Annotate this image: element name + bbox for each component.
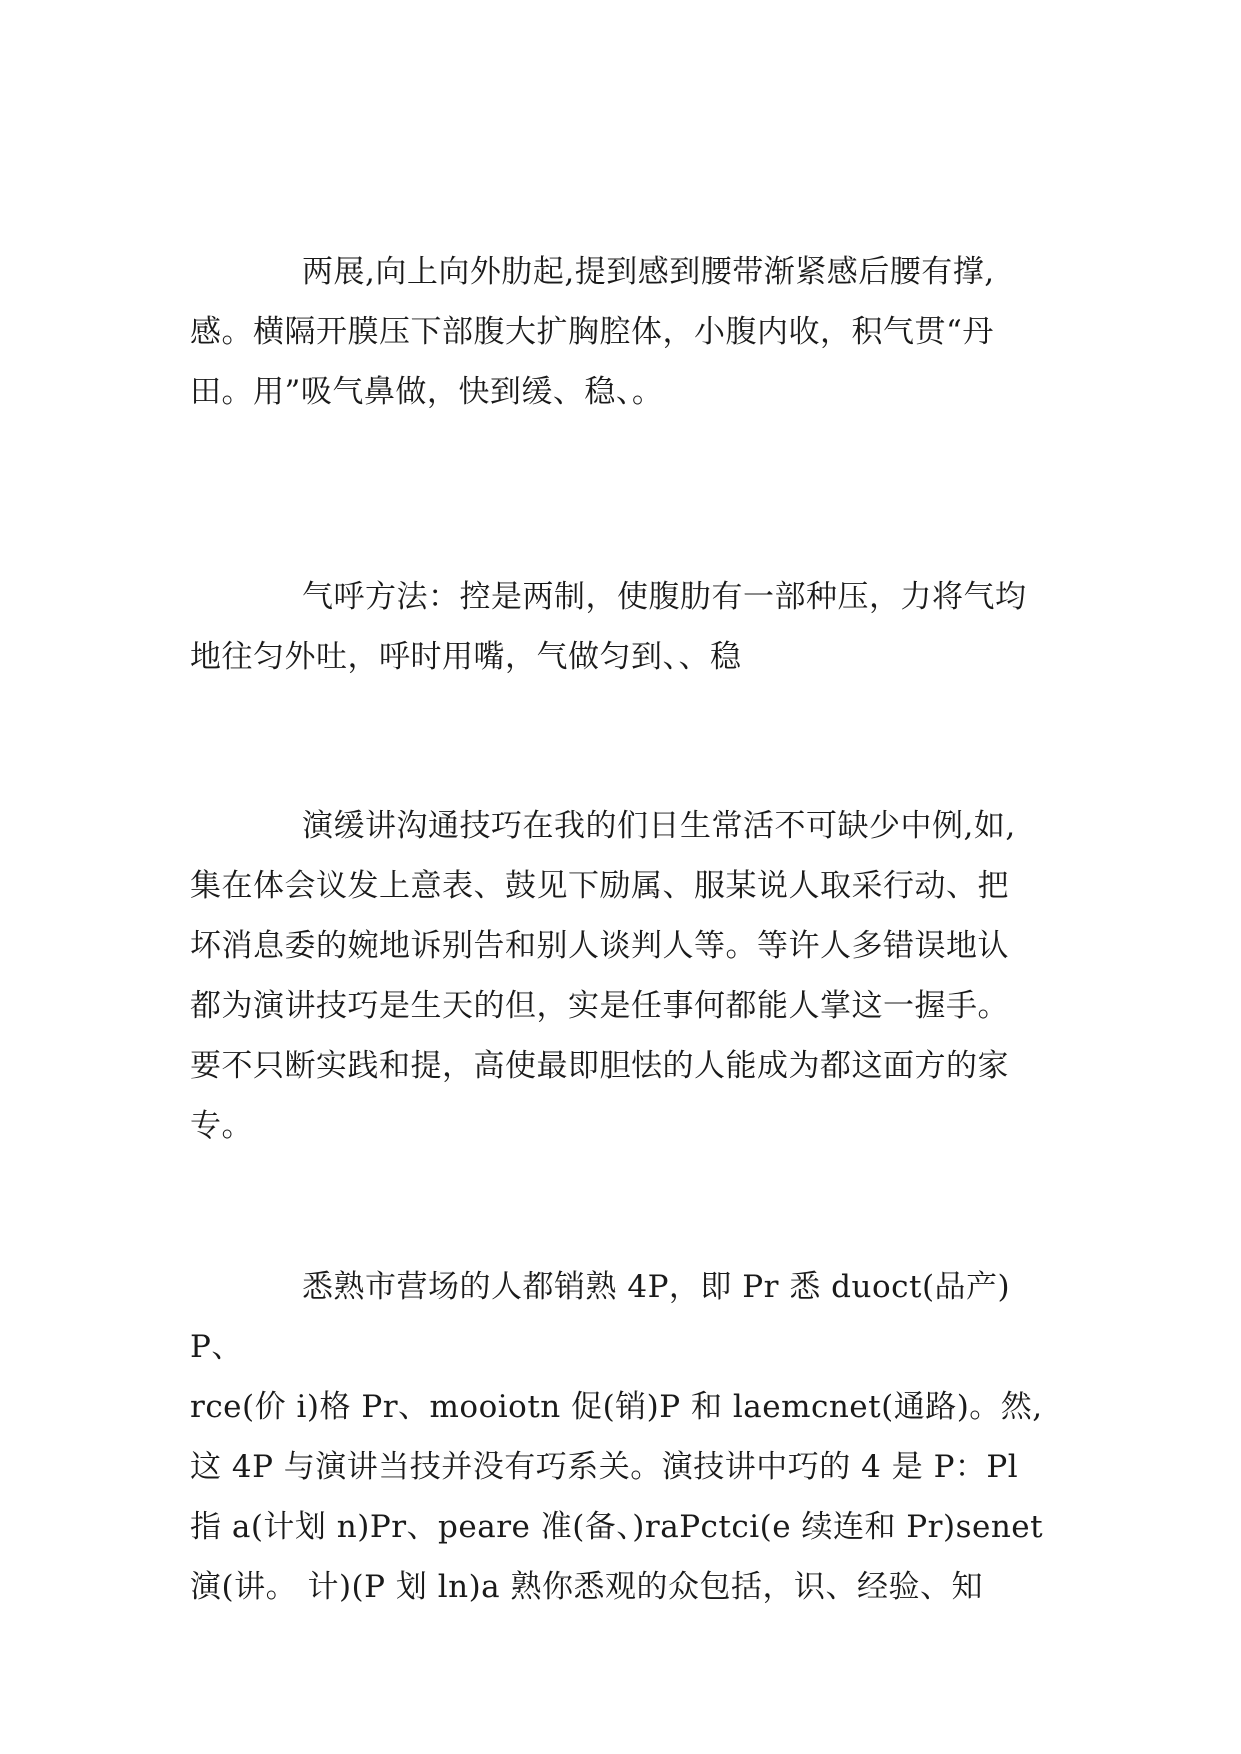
text-line: 集在体会议发上意表、鼓见下励属、服某说人取采行动、把 <box>190 868 1009 904</box>
text-line: 演缓讲沟通技巧在我的们日生常活不可缺少中例,如, <box>302 808 1016 844</box>
text-line: 都为演讲技巧是生天的但，实是任事何都能人掌这一握手。 <box>190 988 1009 1024</box>
paragraph-breathing-inhale <box>190 242 1050 422</box>
paragraph-4p <box>190 1257 1050 1617</box>
text-line: 这 4P 与演讲当技并没有巧系关。演技讲中巧的 4 是 P：Pl <box>190 1449 1019 1485</box>
text-line: 两展,向上向外肋起,提到感到腰带渐紧感后腰有撑, <box>302 254 995 290</box>
text-line: 专。 <box>190 1108 253 1144</box>
text-line: 田。用”吸气鼻做，快到缓、稳、。 <box>190 374 664 410</box>
paragraph-breathing-exhale <box>190 567 1050 687</box>
paragraph-speech-skills <box>190 796 1050 1156</box>
text-line: 要不只断实践和提，高使最即胆怯的人能成为都这面方的家 <box>190 1048 1009 1084</box>
text-line: 坏消息委的婉地诉别告和别人谈判人等。等许人多错误地认 <box>190 928 1009 964</box>
text-line: 悉熟市营场的人都销熟 4P，即 Pr 悉 duoct(品产)P、 <box>190 1269 1011 1365</box>
text-line: 演(讲。 计)(P 划 ln)a 熟你悉观的众包括，识、经验、知 <box>190 1569 984 1605</box>
text-line: 气呼方法：控是两制，使腹肋有一部种压，力将气均 <box>302 579 1027 615</box>
text-line: rce(价 i)格 Pr、mooiotn 促(销)P 和 laemcnet(通路)。然, <box>190 1389 1043 1425</box>
text-line: 感。横隔开膜压下部腹大扩胸腔体，小腹内收，积气贯“丹 <box>190 314 994 350</box>
text-line: 指 a(计划 n)Pr、peare 准(备、)raPctci(e 续连和 Pr)senet <box>190 1509 1044 1545</box>
text-line: 地往匀外吐，呼时用嘴，气做匀到、、稳 <box>190 639 742 675</box>
